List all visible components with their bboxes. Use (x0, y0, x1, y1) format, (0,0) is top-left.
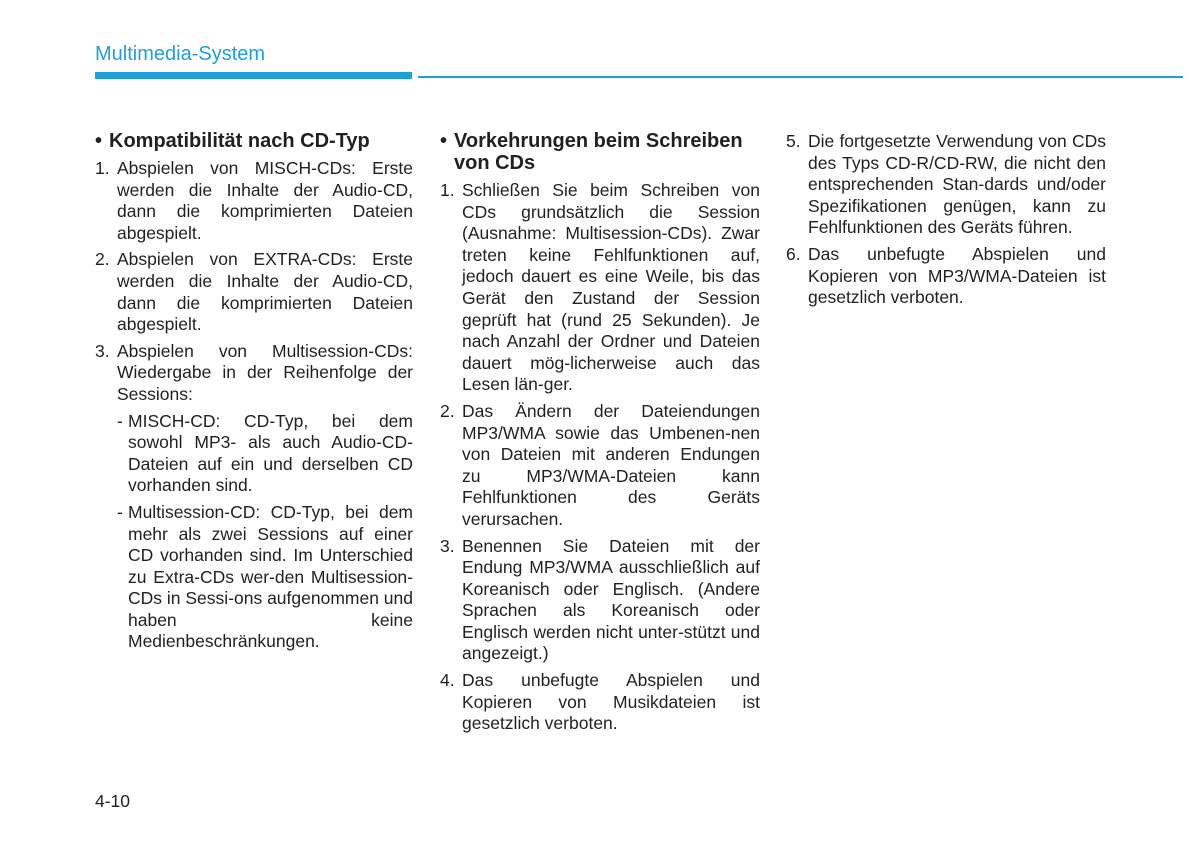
section-title: Multimedia-System (95, 43, 266, 65)
heading-text: Vorkehrungen beim Schreiben von CDs (454, 130, 743, 174)
item-number: 3. (95, 340, 110, 361)
header-rule-thin (418, 76, 1183, 78)
heading-compatibility (95, 130, 413, 152)
item-number: 6. (786, 243, 801, 264)
list-item (95, 249, 413, 335)
page-number: 4-10 (95, 791, 131, 811)
header-rule-thick (95, 72, 412, 79)
heading-precautions (440, 130, 760, 174)
item-number: 4. (440, 670, 455, 691)
dash: - (117, 410, 123, 431)
item-number: 2. (440, 400, 455, 421)
list-item (95, 158, 413, 244)
item-number: 3. (440, 535, 455, 556)
item-text: Schließen Sie beim Schreiben von CDs grundsätzlich die Session (Ausnahme: Multisession-CDs). Zwar treten keine Fehlfunktionen auf, jedoch dauert es eine Weile, bis das Gerät den Zustand der Session geprüft hat (rund 25 Sekunden). Je nach Anzahl der Ordner und Dateien dauert mög-licherweise auch das Lesen län-ger. (462, 180, 760, 395)
list-item (440, 670, 760, 735)
bullet: • (95, 130, 103, 152)
item-number: 5. (786, 131, 801, 151)
item-text: Benennen Sie Dateien mit der Endung MP3/WMA ausschließlich auf Koreanisch oder Englisch. (Andere Sprachen als Koreanisch oder Englisch werden nicht unter-stützt und angezeigt.) (462, 535, 760, 664)
item-number: 1. (95, 158, 110, 178)
item-text: Abspielen von Multisession-CDs: Wiedergabe in der Reihenfolge der Sessions: (117, 340, 413, 404)
item-number: 1. (440, 180, 455, 200)
item-text: Abspielen von EXTRA-CDs: Erste werden die Inhalte der Audio-CD, dann die komprimierten Dateien abgespielt. (117, 249, 413, 335)
heading-text: Kompatibilität nach CD-Typ (109, 130, 370, 152)
dash: - (117, 501, 123, 522)
list-item (440, 180, 760, 396)
column-precautions (440, 130, 760, 740)
item-text: Die fortgesetzte Verwendung von CDs des Typs CD-R/CD-RW, die nicht den entsprechenden Stan-dards und/oder Spezifikationen genügen, kann zu Fehlfunktionen des Geräts führen. (808, 131, 1106, 238)
item-text: Das unbefugte Abspielen und Kopieren von MP3/WMA-Dateien ist gesetzlich verboten. (808, 243, 1106, 308)
list-item (440, 536, 760, 666)
item-text: Abspielen von MISCH-CDs: Erste werden die Inhalte der Audio-CD, dann die komprimierten Dateien abgespielt. (117, 158, 413, 243)
item-text: Das Ändern der Dateiendungen MP3/WMA sowie das Umbenen-nen von Dateien mit anderen Endungen zu MP3/WMA-Dateien kann Fehlfunktionen des Geräts verursachen. (462, 400, 760, 529)
sub-item-text: Multisession-CD: CD-Typ, bei dem mehr als zwei Sessions auf einer CD vorhanden sind. Im Unterschied zu Extra-CDs wer-den Multisession-CDs in Sessi-ons aufgenommen und haben keine Medienbeschränkungen. (128, 501, 414, 652)
sub-item-text: MISCH-CD: CD-Typ, bei dem sowohl MP3- als auch Audio-CD-Dateien auf ein und derselben CD vorhanden sind. (128, 410, 413, 496)
item-number: 2. (95, 249, 110, 270)
sub-list-item (117, 411, 413, 497)
list-item (440, 401, 760, 531)
bullet: • (440, 130, 448, 152)
column-precautions-continued (786, 131, 1106, 314)
column-compatibility (95, 130, 413, 658)
item-text: Das unbefugte Abspielen und Kopieren von Musikdateien ist gesetzlich verboten. (462, 670, 760, 734)
list-item (786, 131, 1106, 239)
list-item (786, 244, 1106, 309)
sub-list-item (117, 502, 413, 653)
list-item (95, 341, 413, 406)
